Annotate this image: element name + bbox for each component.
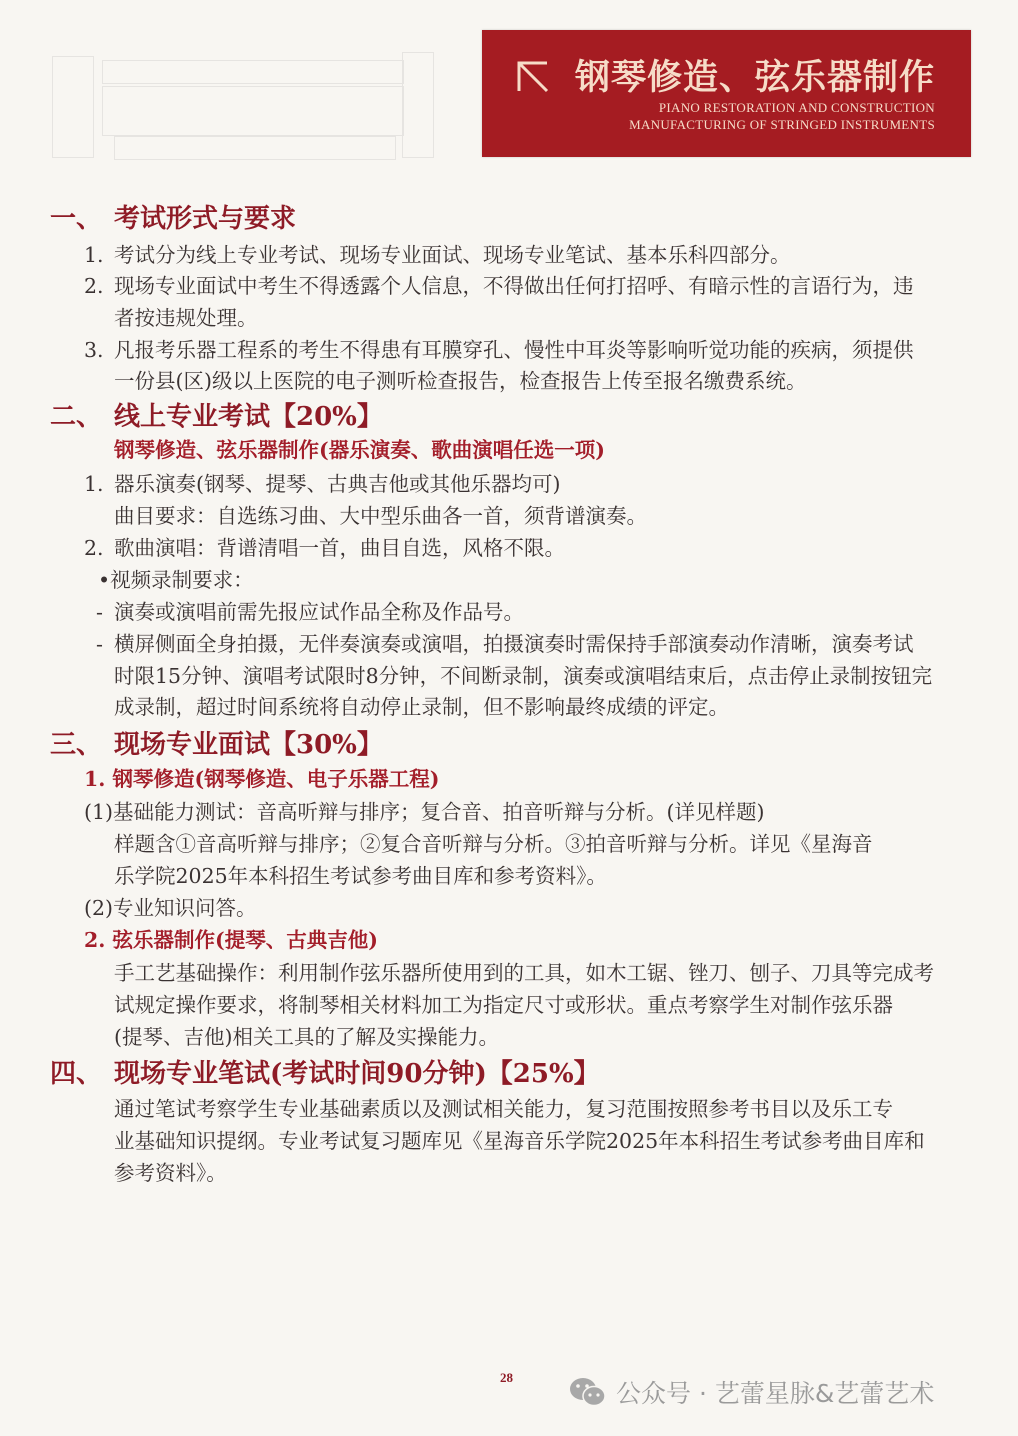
dash-bullet: - (96, 632, 103, 656)
list-item-continuation: 者按违规处理。 (114, 306, 258, 330)
building-illustration (52, 52, 442, 160)
list-item: 1. 考试分为线上专业考试、现场专业面试、现场专业笔试、基本乐科四部分。 (84, 243, 791, 267)
paragraph-line: 试规定操作要求，将制琴相关材料加工为指定尺寸或形状。重点考察学生对制作弦乐器 (114, 993, 893, 1017)
section-1-title: 考试形式与要求 (114, 204, 297, 234)
watermark (568, 1372, 934, 1412)
list-item: (1)基础能力测试：音高听辩与排序；复合音、拍音听辩与分析。(详见样题) (84, 800, 765, 824)
list-item: (2)专业知识问答。 (84, 896, 257, 920)
paragraph-line: (提琴、吉他)相关工具的了解及实操能力。 (114, 1025, 499, 1049)
list-item-continuation: 时限15分钟、演唱考试限时8分钟，不间断录制，演奏或演唱结束后，点击停止录制按钮完 (114, 664, 933, 688)
list-item: - 横屏侧面全身拍摄，无伴奏演奏或演唱，拍摄演奏时需保持手部演奏动作清晰，演奏考试 (96, 632, 914, 656)
section-2-subtitle: 钢琴修造、弦乐器制作(器乐演奏、歌曲演唱任选一项) (114, 438, 605, 462)
arrow-up-left-icon (516, 60, 550, 94)
section-2-title: 线上专业考试【20%】 (114, 402, 383, 432)
header-banner (482, 30, 971, 157)
header-title: 钢琴修造、弦乐器制作 (574, 57, 935, 98)
bullet-icon: • (98, 568, 111, 592)
page-number: 28 (500, 1370, 513, 1385)
list-item-continuation: 曲目要求：自选练习曲、大中型乐曲各一首，须背谱演奏。 (114, 504, 647, 528)
list-item: 2. 现场专业面试中考生不得透露个人信息，不得做出任何打招呼、有暗示性的言语行为，违 (84, 274, 914, 298)
subsection-heading: 2. 弦乐器制作(提琴、古典吉他) (84, 928, 378, 952)
section-3-number: 三、 (50, 730, 103, 760)
paragraph-line: 通过笔试考察学生专业基础素质以及测试相关能力，复习范围按照参考书目以及乐工专 (114, 1097, 893, 1121)
list-item-continuation: 乐学院2025年本科招生考试参考曲目库和参考资料》。 (114, 864, 607, 888)
list-item: 1. 器乐演奏(钢琴、提琴、古典吉他或其他乐器均可) (84, 472, 561, 496)
paragraph-line: 手工艺基础操作：利用制作弦乐器所使用到的工具，如木工锯、锉刀、刨子、刀具等完成考 (114, 961, 934, 985)
section-2-number: 二、 (50, 402, 103, 432)
section-4-title: 现场专业笔试(考试时间90分钟)【25%】 (114, 1059, 600, 1089)
section-3-title: 现场专业面试【30%】 (114, 730, 383, 760)
video-requirements-heading: •视频录制要求： (98, 568, 254, 592)
list-item: 2. 歌曲演唱：背谱清唱一首，曲目自选，风格不限。 (84, 536, 565, 560)
list-item-continuation: 一份县(区)级以上医院的电子测听检查报告，检查报告上传至报名缴费系统。 (114, 369, 807, 393)
list-item: - 演奏或演唱前需先报应试作品全称及作品号。 (96, 600, 524, 624)
subsection-heading: 1. 钢琴修造(钢琴修造、电子乐器工程) (84, 767, 440, 791)
header-subtitle-en-2: MANUFACTURING OF STRINGED INSTRUMENTS (629, 117, 935, 132)
watermark-text: 公众号 · 艺蕾星脉&艺蕾艺术 (616, 1379, 935, 1408)
header-subtitle-en-1: PIANO RESTORATION AND CONSTRUCTION (658, 100, 935, 115)
list-item-continuation: 样题含①音高听辩与排序；②复合音听辩与分析。③拍音听辩与分析。详见《星海音 (114, 832, 873, 856)
section-1-number: 一、 (50, 204, 103, 234)
wechat-icon (568, 1376, 608, 1408)
dash-bullet: - (96, 600, 103, 624)
paragraph-line: 参考资料》。 (114, 1161, 227, 1185)
list-item: 3. 凡报考乐器工程系的考生不得患有耳膜穿孔、慢性中耳炎等影响听觉功能的疾病，须提供 (84, 338, 914, 362)
paragraph-line: 业基础知识提纲。专业考试复习题库见《星海音乐学院2025年本科招生考试参考曲目库和 (114, 1129, 925, 1153)
section-4-number: 四、 (50, 1059, 103, 1089)
list-item-continuation: 成录制，超过时间系统将自动停止录制，但不影响最终成绩的评定。 (114, 695, 729, 719)
